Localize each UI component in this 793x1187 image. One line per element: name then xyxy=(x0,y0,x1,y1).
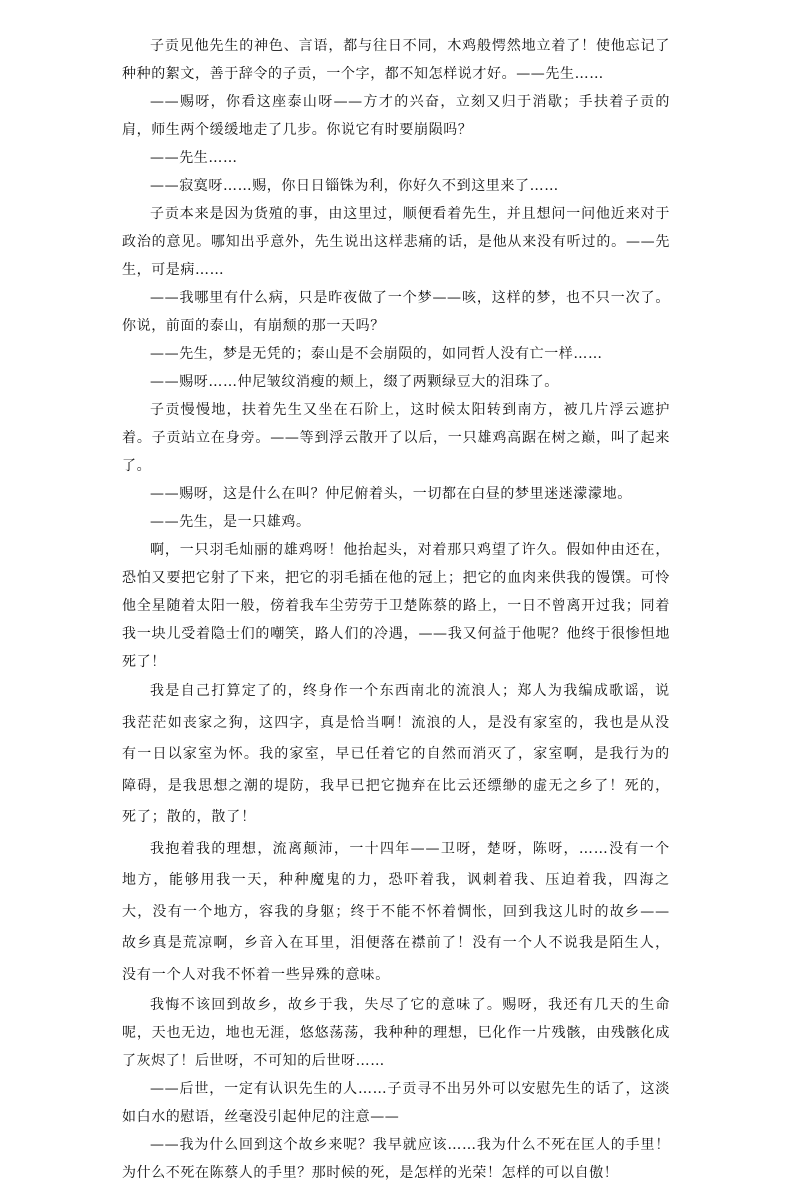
paragraph: 啊，一只羽毛灿丽的雄鸡呀！他抬起头，对着那只鸡望了许久。假如仲由还在，恐怕又要把它射了下来，把它的羽毛插在他的冠上；把它的血肉来供我的馒馔。可怜他全星随着太阳一般，傍着我车尘劳劳于卫楚陈蔡的路上，一日不曾离开过我；同着我一块儿受着隐士们的嘲笑，路人们的冷遇，——我又何益于他呢？他终于很惨怛地死了！ xyxy=(122,542,670,670)
paragraph: ——先生…… xyxy=(150,150,238,166)
paragraph: 子贡见他先生的神色、言语，都与往日不同，木鸡般愕然地立着了！使他忘记了种种的絮文，善于辞令的子贡，一个字，都不知怎样说才好。——先生…… xyxy=(122,38,670,82)
paragraph: 我是自己打算定了的，终身作一个东西南北的流浪人；郑人为我编成歌谣，说我茫茫如丧家之狗，这四字，真是恰当啊！流浪的人，是没有家室的，我也是从没有一日以家室为怀。我的家室，早已任着它的自然而消灭了，家室啊，是我行为的障碍，是我思想之潮的堤防，我早已把它抛弃在比云还缥缈的虚无之乡了！死的，死了；散的，散了！ xyxy=(122,683,670,825)
paragraph: 我抱着我的理想，流离颠沛，一十四年——卫呀，楚呀，陈呀，……没有一个地方，能够用我一天，种种魔鬼的力，恐吓着我，讽刺着我、压迫着我，四海之大，没有一个地方，容我的身躯；终于不能不怀着惆怅，回到我这儿时的故乡——故乡真是荒凉啊，乡音入在耳里，泪便落在襟前了！没有一个人不说我是陌生人，没有一个人对我不怀着一些异殊的意味。 xyxy=(122,840,670,983)
paragraph: ——赐呀……仲尼皱纹消瘦的颊上，缀了两颗绿豆大的泪珠了。 xyxy=(150,374,559,390)
paragraph: ——先生，梦是无凭的；泰山是不会崩陨的，如同哲人没有亡一样…… xyxy=(150,346,603,362)
paragraph: ——赐呀，这是什么在叫？仲尼俯着头，一切都在白昼的梦里迷迷濛濛地。 xyxy=(150,486,632,502)
paragraph: ——先生，是一只雄鸡。 xyxy=(150,514,311,530)
paragraph: ——后世，一定有认识先生的人……子贡寻不出另外可以安慰先生的话了，这淡如白水的慰语，丝毫没引起仲尼的注意—— xyxy=(122,1081,670,1125)
paragraph: ——我哪里有什么病，只是昨夜做了一个梦——咳，这样的梦，也不只一次了。你说，前面的泰山，有崩颓的那一天吗？ xyxy=(122,290,670,334)
paragraph: ——我为什么回到这个故乡来呢？我早就应该……我为什么不死在匡人的手里！为什么不死在陈蔡人的手里？那时候的死，是怎样的光荣！怎样的可以自傲！ xyxy=(122,1137,670,1181)
paragraph: ——寂寞呀……赐，你日日锱铢为利，你好久不到这里来了…… xyxy=(150,178,559,194)
paragraph: ——赐呀，你看这座泰山呀——方才的兴奋，立刻又归于消歇；手扶着子贡的肩，师生两个缓缓地走了几步。你说它有时要崩陨吗？ xyxy=(122,94,670,138)
document-body xyxy=(122,32,670,1187)
paragraph: 我悔不该回到故乡，故乡于我，失尽了它的意味了。赐呀，我还有几天的生命呢，天也无边，地也无涯，悠悠荡荡，我种种的理想，巳化作一片残骸，由残骸化成了灰烬了！后世呀，不可知的后世呀…… xyxy=(122,997,670,1069)
paragraph: 子贡慢慢地，扶着先生又坐在石阶上，这时候太阳转到南方，被几片浮云遮护着。子贡站立在身旁。——等到浮云散开了以后，一只雄鸡高踞在树之巅，叫了起来了。 xyxy=(122,402,670,474)
paragraph: 子贡本来是因为货殖的事，由这里过，顺便看着先生，并且想问一问他近来对于政治的意见。哪知出乎意外，先生说出这样悲痛的话，是他从来没有听过的。——先生，可是病…… xyxy=(122,206,670,278)
